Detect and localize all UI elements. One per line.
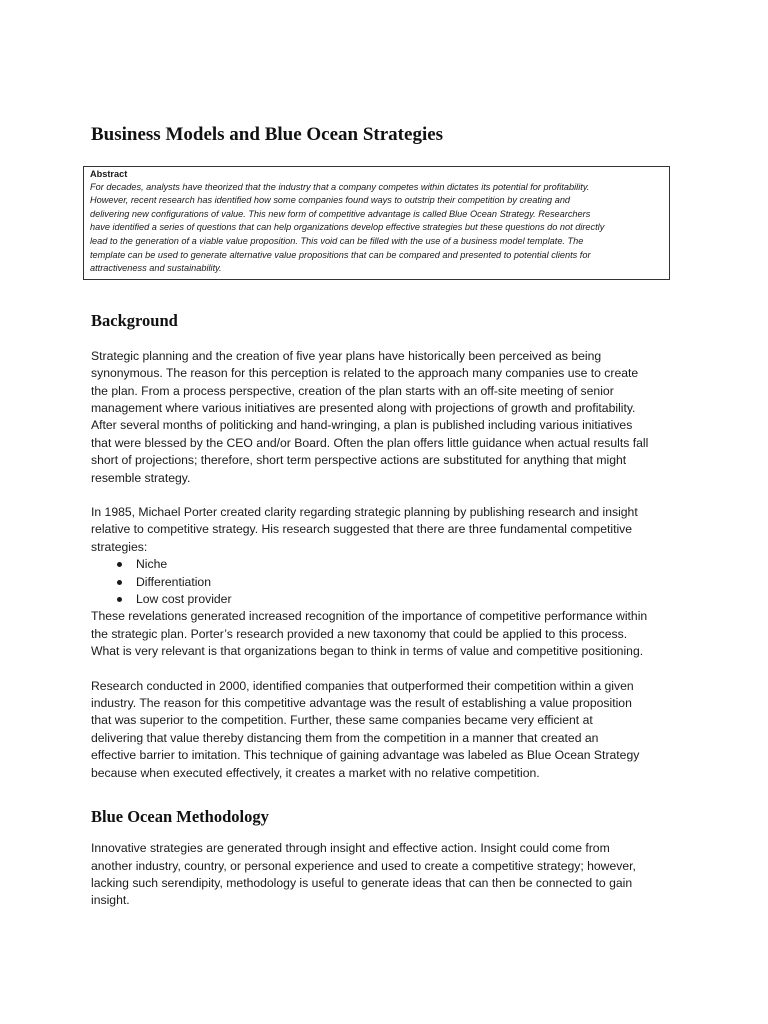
abstract-line: However, recent research has identified how some companies found ways to outstrip their competition by creating and (90, 195, 571, 206)
list-item-label: Differentiation (136, 574, 211, 589)
text-line: strategies: (91, 539, 148, 554)
text-line: the strategic plan. Porter’s research provided a new taxonomy that could be applied to this process. (91, 626, 628, 641)
text-line: relative to competitive strategy. His research suggested that there are three fundamental competitive (91, 522, 633, 537)
abstract-line: For decades, analysts have theorized that the industry that a company competes within dictates its potential for profitability. (90, 181, 590, 192)
list-item (91, 574, 691, 591)
text-line: lacking such serendipity, methodology is useful to generate ideas that can then be connected to gain (91, 875, 633, 890)
list-item (91, 556, 691, 573)
bullet-icon (117, 580, 122, 585)
text-line: Research conducted in 2000, identified companies that outperformed their competition within a given (91, 678, 634, 693)
text-line: that were blessed by the CEO and/or Board. Often the plan offers little guidance when actual results fall (91, 435, 649, 450)
text-line: industry. The reason for this competitive advantage was the result of establishing a value proposition (91, 696, 632, 711)
text-line: resemble strategy. (91, 470, 191, 485)
text-line: because when executed effectively, it creates a market with no relative competition. (91, 765, 540, 780)
text-line: Innovative strategies are generated through insight and effective action. Insight could come from (91, 841, 610, 856)
text-line: These revelations generated increased recognition of the importance of competitive performance within (91, 609, 648, 624)
text-line: that was superior to the competition. Further, these same companies became very efficient at (91, 713, 593, 728)
methodology-paragraph-1 (91, 840, 691, 910)
background-paragraph-4 (91, 678, 691, 782)
abstract-heading: Abstract (90, 169, 128, 179)
text-line: insight. (91, 893, 130, 908)
bullet-icon (117, 597, 122, 602)
text-line: short of projections; therefore, short term perspective actions are substituted for anything that might (91, 453, 627, 468)
background-paragraph-3 (91, 608, 691, 660)
text-line: After several months of politicking and hand-wringing, a plan is published including various initiatives (91, 418, 633, 433)
background-heading: Background (91, 310, 178, 330)
background-paragraph-2 (91, 504, 691, 556)
text-line: the plan. From a process perspective, creation of the plan starts with an off-site meeting of senior (91, 383, 614, 398)
abstract-box (83, 166, 670, 280)
abstract-line: template can be used to generate alternative value propositions that can be compared and presented to potential clients for (90, 249, 591, 260)
text-line: synonymous. The reason for this perception is related to the approach many companies use to create (91, 366, 639, 381)
text-line: What is very relevant is that organizations began to think in terms of value and competitive positioning. (91, 644, 644, 659)
text-line: In 1985, Michael Porter created clarity regarding strategic planning by publishing research and insight (91, 505, 638, 519)
bullet-icon (117, 562, 122, 567)
list-item (91, 591, 691, 608)
text-line: delivering that value thereby distancing them from the competition in a manner that created an (91, 730, 599, 745)
background-paragraph-1 (91, 348, 691, 487)
list-item-label: Niche (136, 557, 168, 572)
text-line: management where various initiatives are presented along with projections of growth and profitability. (91, 400, 636, 415)
text-line: effective barrier to imitation. This technique of gaining advantage was labeled as Blue Ocean Strategy (91, 748, 640, 763)
text-line: Strategic planning and the creation of five year plans have historically been perceived as being (91, 348, 602, 363)
strategies-list (91, 556, 691, 608)
abstract-line: delivering new configurations of value. This new form of competitive advantage is called Blue Ocean Strategy. Researchers (90, 208, 591, 219)
text-line: another industry, country, or personal experience and used to create a competitive strategy; however, (91, 858, 636, 873)
list-item-label: Low cost provider (136, 592, 232, 607)
abstract-line: have identified a series of questions that can help organizations develop effective strategies but these questions do not directly (90, 222, 605, 233)
abstract-text (90, 181, 662, 276)
document-title: Business Models and Blue Ocean Strategies (91, 124, 444, 145)
document-body (91, 122, 691, 910)
methodology-heading: Blue Ocean Methodology (91, 807, 269, 827)
abstract-line: attractiveness and sustainability. (90, 263, 222, 274)
abstract-line: lead to the generation of a viable value proposition. This void can be filled with the use of a business model template. The (90, 235, 584, 246)
